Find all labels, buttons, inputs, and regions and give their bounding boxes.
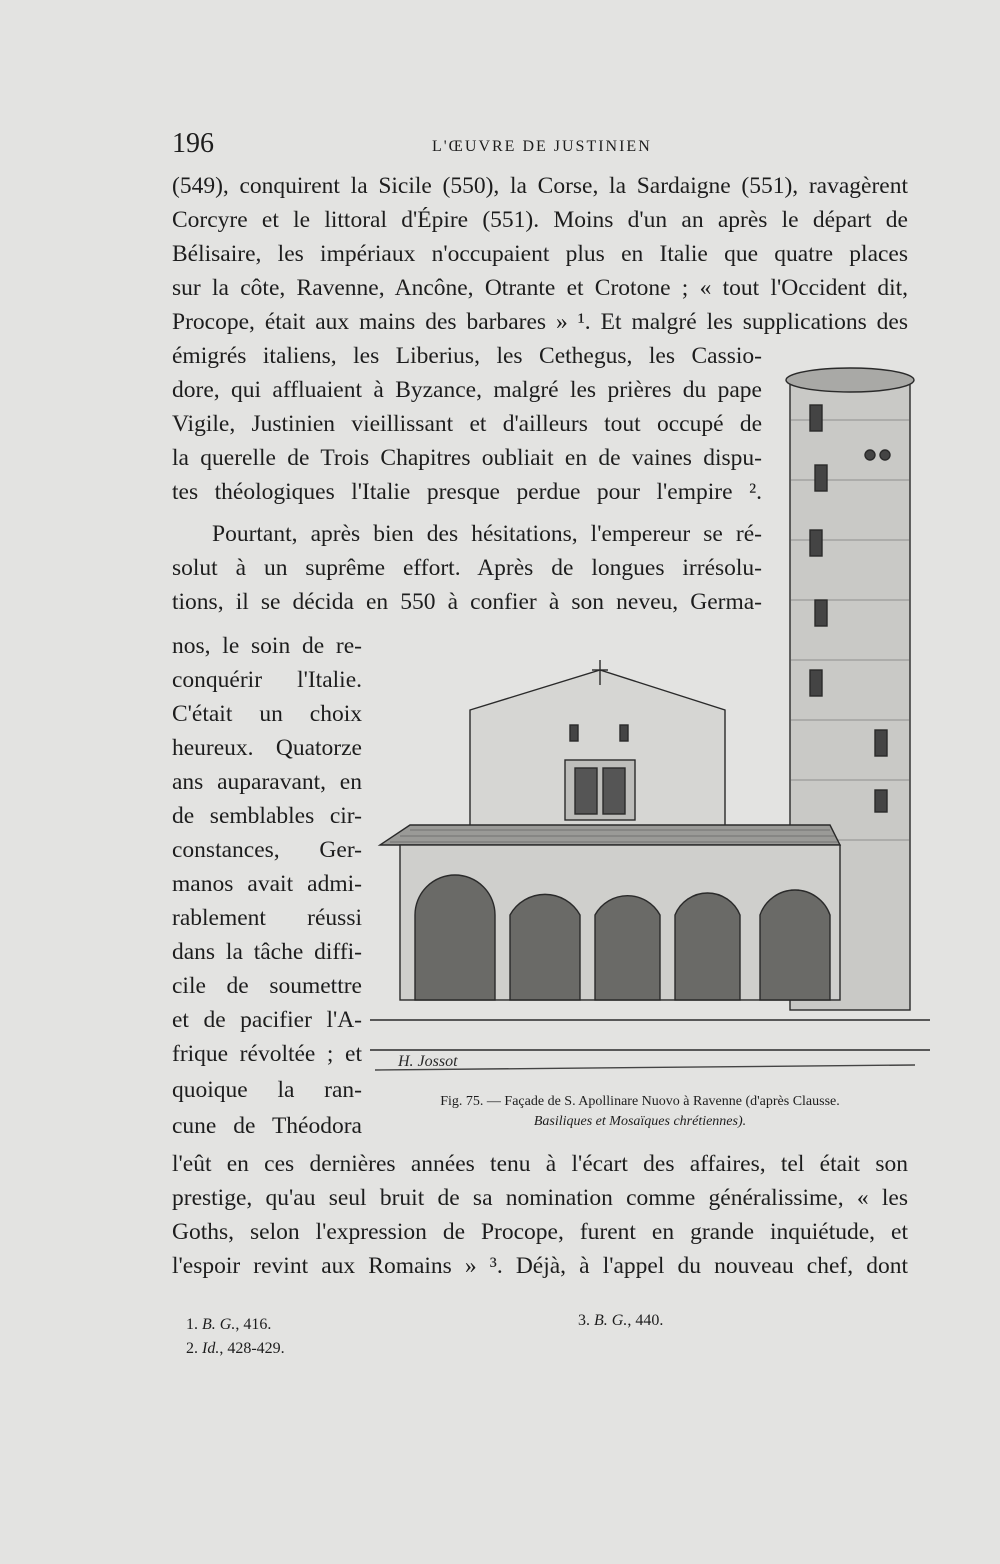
text-line: ans auparavant, en bbox=[172, 769, 362, 795]
footnote-pages: , 440. bbox=[627, 1312, 664, 1329]
text-line: Pourtant, après bien des hésitations, l'empereur se ré- bbox=[212, 521, 762, 547]
artist-signature: H. Jossot bbox=[398, 1053, 458, 1070]
text-line: quoique la ran- bbox=[172, 1077, 362, 1103]
text-line: l'eût en ces dernières années tenu à l'écart des affaires, tel était son bbox=[172, 1151, 908, 1177]
text-line: sur la côte, Ravenne, Ancône, Otrante et Crotone ; « tout l'Occident dit, bbox=[172, 275, 908, 301]
text-line: la querelle de Trois Chapitres oubliait en de vaines dispu- bbox=[172, 445, 762, 471]
text-line: heureux. Quatorze bbox=[172, 735, 362, 761]
text-line: Procope, était aux mains des barbares » ¹. Et malgré les supplications des bbox=[172, 309, 908, 335]
text-line: tes théologiques l'Italie presque perdue pour l'empire ². bbox=[172, 479, 762, 505]
text-line: nos, le soin de re- bbox=[172, 633, 362, 659]
basilica-illustration bbox=[370, 360, 930, 1090]
footnote-number: 1. bbox=[186, 1316, 198, 1333]
text-line: émigrés italiens, les Liberius, les Cethegus, les Cassio- bbox=[172, 343, 762, 369]
footnote-number: 3. bbox=[578, 1312, 590, 1329]
running-title: L'ŒUVRE DE JUSTINIEN bbox=[432, 138, 652, 155]
text-line: tions, il se décida en 550 à confier à son neveu, Germa- bbox=[172, 589, 762, 615]
text-line: conquérir l'Italie. bbox=[172, 667, 362, 693]
footnote bbox=[186, 1316, 271, 1334]
footnote bbox=[186, 1340, 285, 1358]
text-line: cune de Théodora bbox=[172, 1113, 362, 1139]
caption-line: Fig. 75. — Façade de S. Apollinare Nuovo à Ravenne (d'après Clausse. bbox=[440, 1094, 840, 1109]
text-line: et de pacifier l'A- bbox=[172, 1007, 362, 1033]
caption-line: Basiliques et Mosaïques chrétiennes). bbox=[533, 1114, 747, 1129]
text-line: constances, Ger- bbox=[172, 837, 362, 863]
text-line: Vigile, Justinien vieillissant et d'ailleurs tout occupé de bbox=[172, 411, 762, 437]
text-line: frique révoltée ; et bbox=[172, 1041, 362, 1067]
footnote-pages: , 416. bbox=[235, 1316, 272, 1333]
text-line: solut à un suprême effort. Après de longues irrésolu- bbox=[172, 555, 762, 581]
text-line: (549), conquirent la Sicile (550), la Corse, la Sardaigne (551), ravagèrent bbox=[172, 173, 908, 199]
text-line: Bélisaire, les impériaux n'occupaient plus en Italie que quatre places bbox=[172, 241, 908, 267]
page-number: 196 bbox=[172, 128, 214, 159]
text-line: manos avait admi- bbox=[172, 871, 362, 897]
text-line: Corcyre et le littoral d'Épire (551). Moins d'un an après le départ de bbox=[172, 207, 908, 233]
footnote-ref: Id. bbox=[202, 1340, 220, 1357]
figure-caption bbox=[360, 1092, 920, 1132]
text-line: C'était un choix bbox=[172, 701, 362, 727]
text-line: prestige, qu'au seul bruit de sa nomination comme généralissime, « les bbox=[172, 1185, 908, 1211]
footnote bbox=[578, 1312, 663, 1330]
footnote-ref: B. G. bbox=[594, 1312, 628, 1329]
text-line: rablement réussi bbox=[172, 905, 362, 931]
text-line: Goths, selon l'expression de Procope, furent en grande inquiétude, et bbox=[172, 1219, 908, 1245]
footnote-number: 2. bbox=[186, 1340, 198, 1357]
footnote-pages: , 428-429. bbox=[219, 1340, 285, 1357]
page-header bbox=[172, 128, 908, 168]
text-line: cile de soumettre bbox=[172, 973, 362, 999]
text-line: dore, qui affluaient à Byzance, malgré les prières du pape bbox=[172, 377, 762, 403]
text-line: l'espoir revint aux Romains » ³. Déjà, à l'appel du nouveau chef, dont bbox=[172, 1253, 908, 1279]
footnote-ref: B. G. bbox=[202, 1316, 236, 1333]
text-line: de semblables cir- bbox=[172, 803, 362, 829]
text-line: dans la tâche diffi- bbox=[172, 939, 362, 965]
